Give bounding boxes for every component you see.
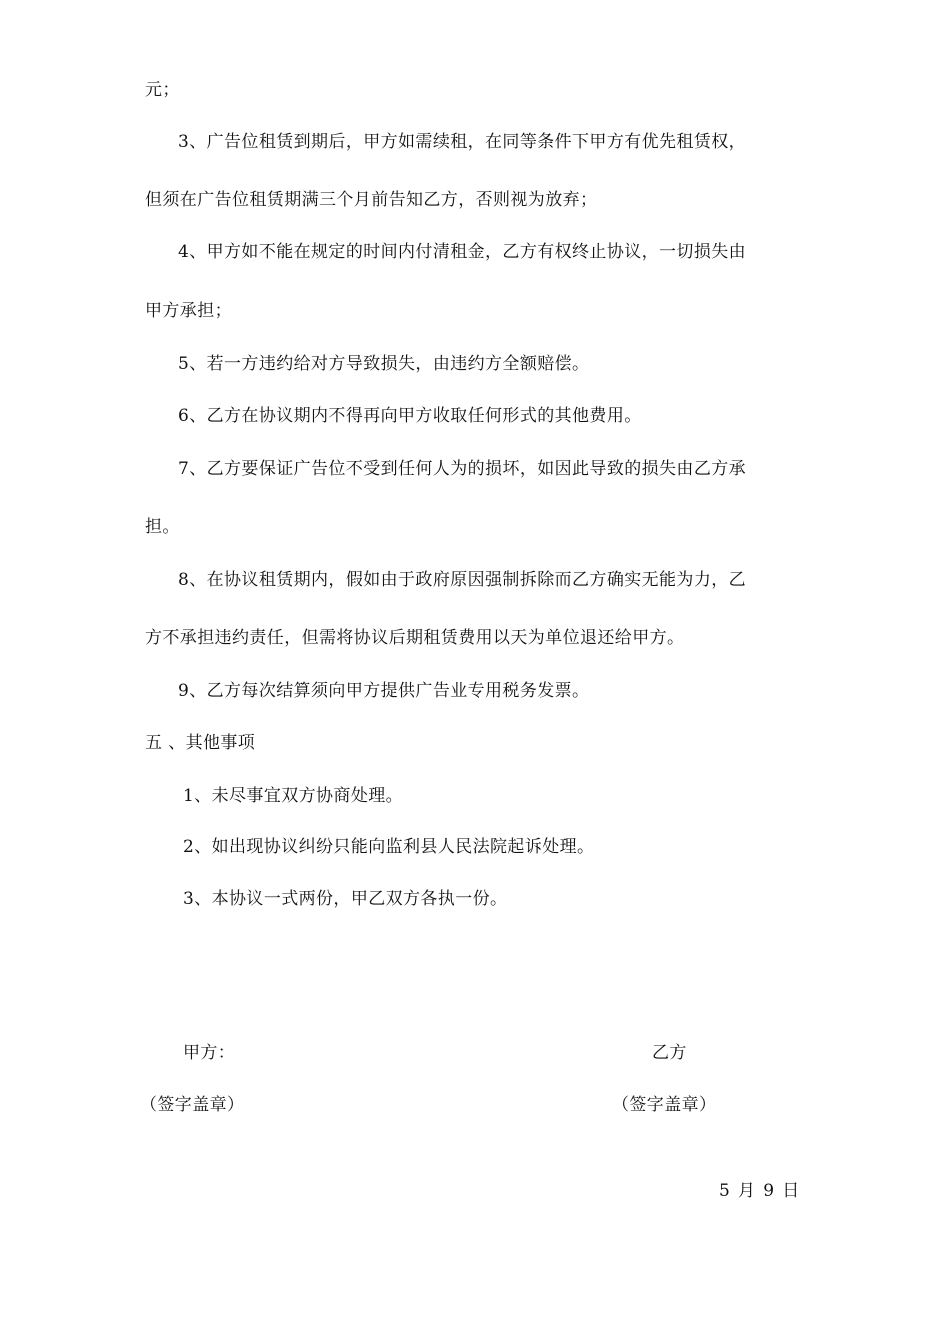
text-line: 方不承担违约责任，但需将协议后期租赁费用以天为单位退还给甲方。: [145, 628, 685, 648]
text-line: 担。: [145, 517, 180, 537]
party-a-signature: （签字盖章）: [140, 1095, 245, 1115]
text-line: 元；: [145, 80, 180, 100]
clause-9: 9、乙方每次结算须向甲方提供广告业专用税务发票。: [178, 681, 590, 701]
section-heading: 五 、其他事项: [145, 733, 256, 753]
signing-date: 5 月 9 日: [719, 1181, 800, 1201]
other-item-3: 3、本协议一式两份，甲乙双方各执一份。: [183, 889, 508, 909]
party-b-label: 乙方: [652, 1043, 687, 1063]
clause-4: 4、甲方如不能在规定的时间内付清租金，乙方有权终止协议，一切损失由: [178, 242, 747, 262]
other-item-1: 1、未尽事宜双方协商处理。: [183, 786, 404, 806]
text-line: 甲方承担；: [145, 301, 232, 321]
party-b-signature: （签字盖章）: [612, 1095, 717, 1115]
clause-3: 3、广告位租赁到期后，甲方如需续租，在同等条件下甲方有优先租赁权，: [178, 132, 747, 152]
text-line: 但须在广告位租赁期满三个月前告知乙方，否则视为放弃；: [145, 190, 598, 210]
clause-5: 5、若一方违约给对方导致损失，由违约方全额赔偿。: [178, 354, 590, 374]
other-item-2: 2、如出现协议纠纷只能向监利县人民法院起诉处理。: [183, 837, 595, 857]
clause-8: 8、在协议租赁期内，假如由于政府原因强制拆除而乙方确实无能为力，乙: [178, 570, 747, 590]
clause-7: 7、乙方要保证广告位不受到任何人为的损坏，如因此导致的损失由乙方承: [178, 459, 747, 479]
clause-6: 6、乙方在协议期内不得再向甲方收取任何形式的其他费用。: [178, 406, 642, 426]
party-a-label: 甲方：: [183, 1043, 236, 1063]
